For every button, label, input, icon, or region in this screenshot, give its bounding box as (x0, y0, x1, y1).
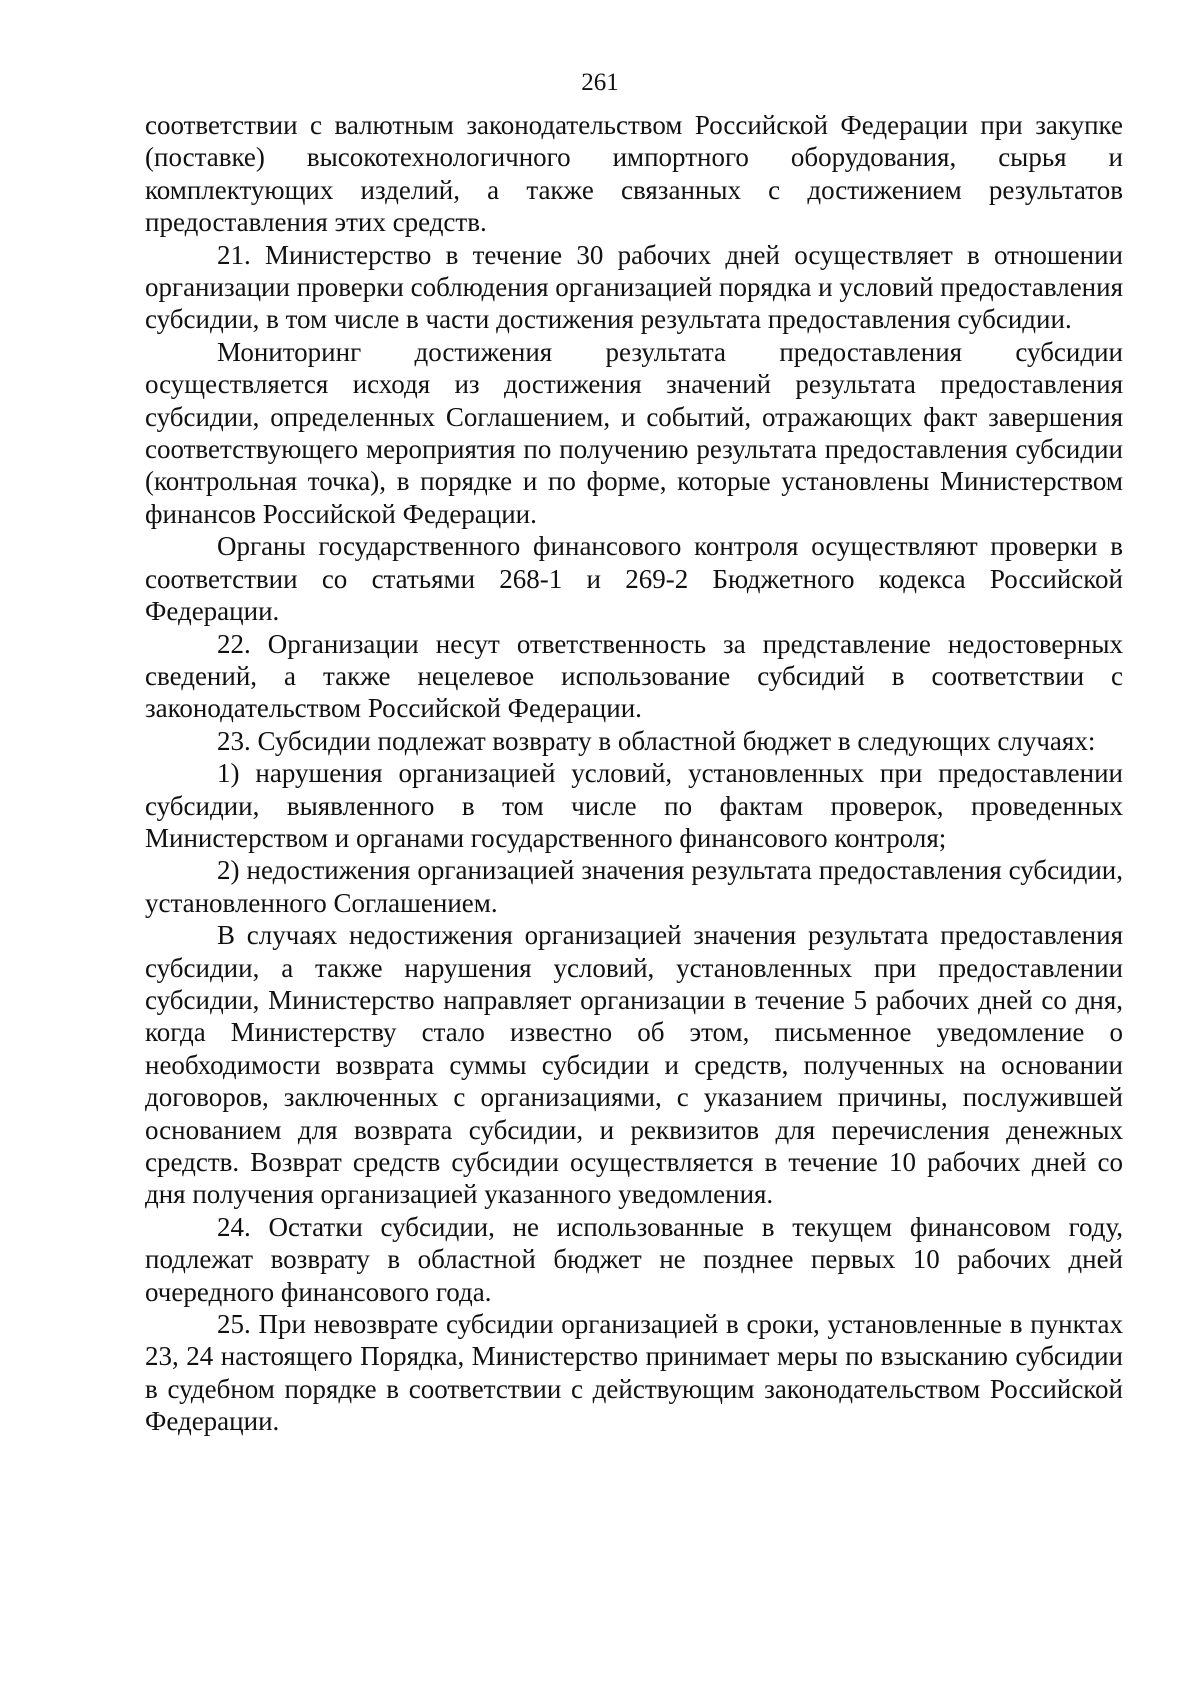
paragraph-item-25: 25. При невозврате субсидии организацией в сроки, установленные в пунктах 23, 24 настоящего Порядка, Министерство принимает меры по взысканию субсидии в судебном порядке в соответствии с действующим законодательством Российской Федерации. (145, 1309, 1123, 1437)
paragraph-refund-notice: В случаях недостижения организацией значения результата предоставления субсидии, а также нарушения условий, установленных при предоставлении субсидии, Министерство направляет организации в течение 5 рабочих дней со дня, когда Министерству стало известно об этом, письменное уведомление о необходимости возврата суммы субсидии и средств, полученных на основании договоров, заключенных с организациями, с указанием причины, послужившей основанием для возврата субсидии, и реквизитов для перечисления денежных средств. Возврат средств субсидии осуществляется в течение 10 рабочих дней со дня получения организацией указанного уведомления. (145, 920, 1123, 1210)
page-number: 261 (581, 69, 619, 96)
paragraph-financial-control: Органы государственного финансового контроля осуществляют проверки в соответствии со статьями 268-1 и 269-2 Бюджетного кодекса Российской Федерации. (145, 531, 1123, 627)
paragraph-item-22: 22. Организации несут ответственность за представление недостоверных сведений, а также нецелевое использование субсидий в соответствии с законодательством Российской Федерации. (145, 628, 1123, 724)
paragraph-continuation: соответствии с валютным законодательством Российской Федерации при закупке (поставке) высокотехнологичного импортного оборудования, сырья и комплектующих изделий, а также связанных с достижением результатов предоставления этих средств. (145, 110, 1123, 238)
paragraph-item-24: 24. Остатки субсидии, не использованные в текущем финансовом году, подлежат возврату в областной бюджет не позднее первых 10 рабочих дней очередного финансового года. (145, 1211, 1123, 1307)
document-body (145, 109, 1123, 1438)
paragraph-item-23-case-1: 1) нарушения организацией условий, установленных при предоставлении субсидии, выявленного в том числе по фактам проверок, проведенных Министерством и органами государственного финансового контроля; (145, 758, 1123, 853)
paragraph-item-21: 21. Министерство в течение 30 рабочих дней осуществляет в отношении организации проверки соблюдения организацией порядка и условий предоставления субсидии, в том числе в части достижения результата предоставления субсидии. (145, 239, 1123, 335)
paragraph-monitoring: Мониторинг достижения результата предоставления субсидии осуществляется исходя из достижения значений результата предоставления субсидии, определенных Соглашением, и событий, отражающих факт завершения соответствующего мероприятия по получению результата предоставления субсидии (контрольная точка), в порядке и по форме, которые установлены Министерством финансов Российской Федерации. (145, 336, 1123, 529)
paragraph-item-23-case-2: 2) недостижения организацией значения результата предоставления субсидии, установленного Соглашением. (145, 855, 1123, 918)
paragraph-item-23: 23. Субсидии подлежат возврату в областной бюджет в следующих случаях: (217, 725, 1096, 756)
